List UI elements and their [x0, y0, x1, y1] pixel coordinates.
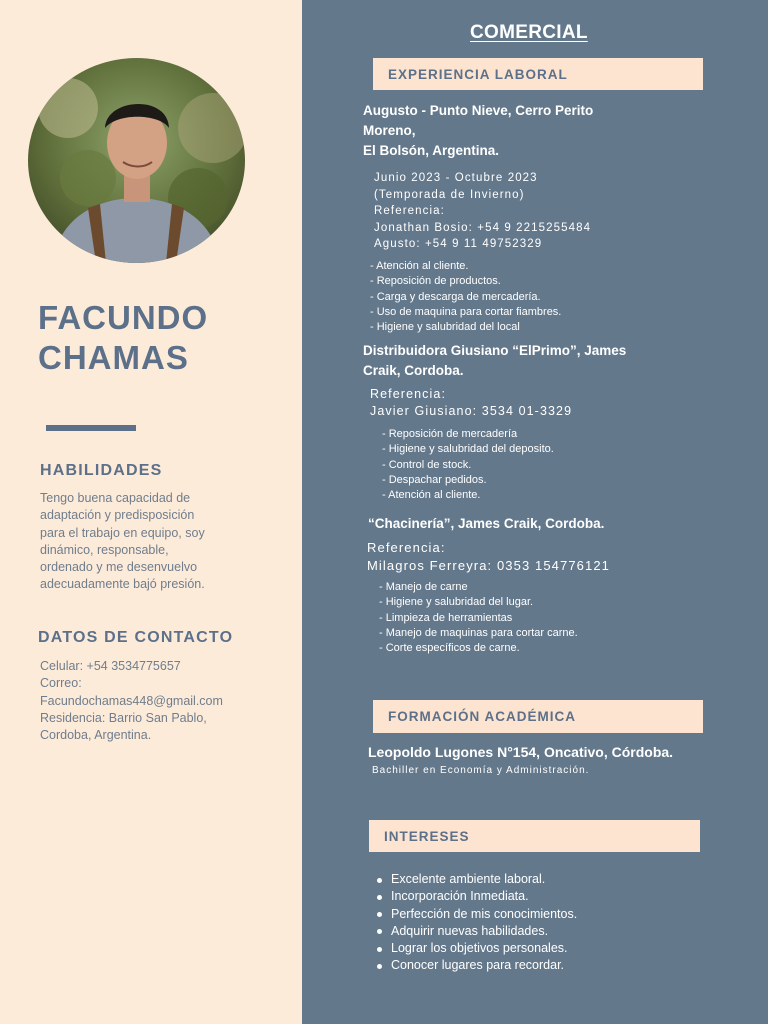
interests-list — [373, 871, 753, 975]
contact-email: Facundochamas448@gmail.com — [40, 693, 223, 708]
job1-ref-line: (Temporada de Invierno) — [374, 188, 525, 201]
avatar — [28, 58, 245, 263]
task-item: - Manejo de carne — [379, 581, 468, 593]
divider — [46, 425, 136, 431]
contact-email-label: Correo: — [40, 676, 82, 691]
job1-title-line: Augusto - Punto Nieve, Cerro Perito — [363, 103, 594, 118]
education-heading — [373, 700, 703, 733]
task-item: - Corte específicos de carne. — [379, 642, 520, 655]
interest-item: Excelente ambiente laboral. — [373, 871, 753, 888]
job1-reference — [374, 170, 764, 253]
job1-ref-line: Referencia: — [374, 205, 445, 217]
task-item: - Atención al cliente. — [382, 489, 481, 502]
job3-title-line: “Chacinería”, James Craik, Cordoba. — [368, 516, 605, 531]
job2-reference — [370, 386, 760, 420]
job1-title-line: El Bolsón, Argentina. — [363, 143, 500, 158]
task-item: - Manejo de maquinas para cortar carne. — [379, 626, 578, 639]
task-item: - Higiene y salubridad del local — [370, 321, 520, 334]
job1-title-line: Moreno, — [363, 123, 416, 138]
job2-tasks — [382, 427, 762, 503]
experience-heading — [373, 58, 703, 90]
interest-item: Conocer lugares para recordar. — [373, 957, 753, 974]
interests-heading-label: INTERESES — [384, 828, 470, 844]
education-degree: Bachiller en Economía y Administración. — [372, 765, 590, 776]
task-item: - Higiene y salubridad del deposito. — [382, 443, 554, 456]
first-name: FACUNDO — [38, 299, 209, 336]
interest-item: Adquirir nuevas habilidades. — [373, 923, 753, 940]
education-heading-label: FORMACIÓN ACADÉMICA — [388, 709, 576, 724]
contact-residence: Residencia: Barrio San Pablo, — [40, 710, 207, 725]
job2-title-line: Craik, Cordoba. — [363, 363, 464, 378]
task-item: - Reposición de productos. — [370, 275, 501, 288]
education-school: Leopoldo Lugones N°154, Oncativo, Córdoba. — [368, 744, 674, 760]
job3-ref-line: Milagros Ferreyra: 0353 154776121 — [367, 558, 610, 573]
left-column — [0, 0, 302, 1024]
skills-text: Tengo buena capacidad de adaptación y predisposición para el trabajo en equipo, soy dinámico, responsable, ordenado y me desenvuelvo adecuadamente bajó presión. — [40, 491, 205, 592]
job3-tasks — [379, 580, 759, 656]
contact-phone: Celular: +54 3534775657 — [40, 659, 181, 673]
experience-heading-label: EXPERIENCIA LABORAL — [388, 66, 568, 82]
job2-ref-line: Javier Giusiano: 3534 01-3329 — [370, 404, 573, 418]
task-item: - Limpieza de herramientas — [379, 611, 513, 624]
job1-tasks — [370, 259, 760, 335]
last-name: CHAMAS — [38, 339, 189, 376]
job1-ref-line: Agusto: +54 9 11 49752329 — [374, 238, 543, 250]
task-item: - Carga y descarga de mercadería. — [370, 290, 541, 303]
job2-title-line: Distribuidora Giusiano “ElPrimo”, James — [363, 343, 627, 358]
job1-title — [363, 101, 763, 161]
contact-heading: DATOS DE CONTACTO — [38, 629, 234, 646]
interest-item: Incorporación Inmediata. — [373, 888, 753, 905]
person-name — [38, 298, 208, 378]
task-item: - Uso de maquina para cortar fiambres. — [370, 305, 562, 318]
profile-photo — [28, 58, 245, 263]
job1-ref-line: Jonathan Bosio: +54 9 2215255484 — [374, 221, 592, 234]
task-item: - Despachar pedidos. — [382, 473, 487, 486]
job1-ref-line: Junio 2023 - Octubre 2023 — [374, 172, 538, 184]
interests-heading — [369, 820, 700, 852]
job2-ref-line: Referencia: — [370, 387, 447, 401]
job3-reference — [367, 539, 762, 575]
interest-item: Lograr los objetivos personales. — [373, 940, 753, 957]
task-item: - Higiene y salubridad del lugar. — [379, 596, 534, 609]
job3-ref-line: Referencia: — [367, 540, 446, 555]
contact-city: Cordoba, Argentina. — [40, 728, 152, 743]
task-item: - Atención al cliente. — [370, 260, 469, 272]
contact-info — [40, 658, 300, 744]
job3-title — [368, 514, 763, 534]
skills-heading: HABILIDADES — [40, 462, 163, 479]
task-item: - Control de stock. — [382, 458, 472, 471]
job2-title — [363, 341, 763, 381]
interest-item: Perfección de mis conocimientos. — [373, 906, 753, 923]
page-title: COMERCIAL — [470, 22, 588, 43]
task-item: - Reposición de mercadería — [382, 428, 518, 440]
